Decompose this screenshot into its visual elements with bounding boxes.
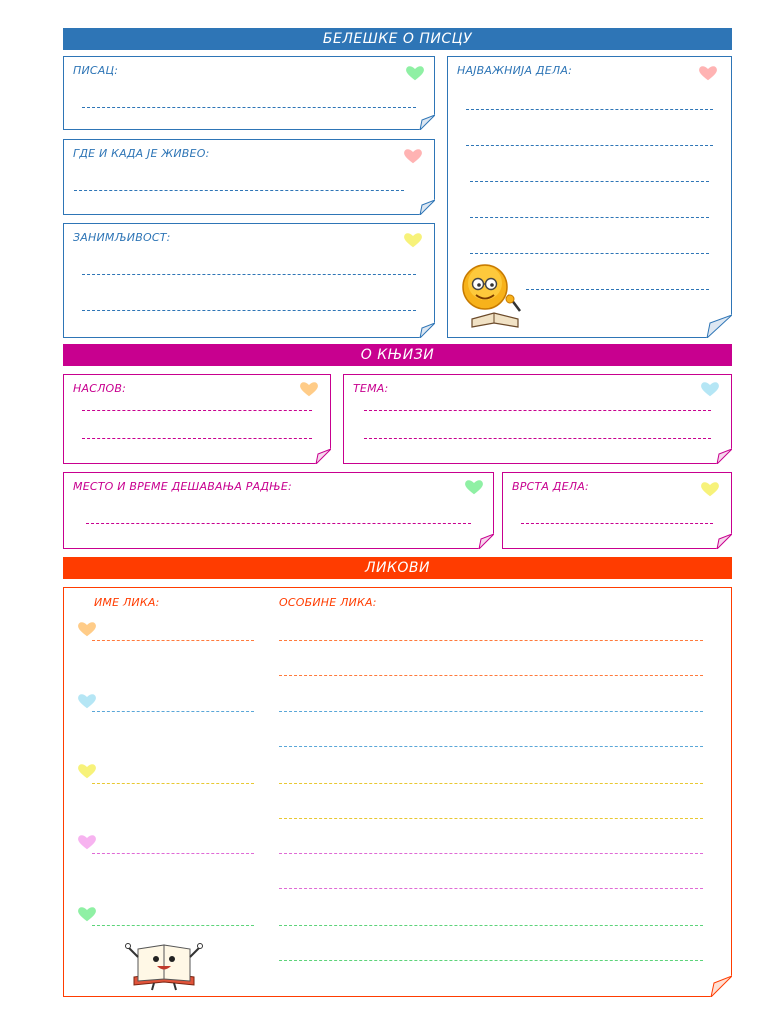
fun-facts-answer-line[interactable] (82, 310, 416, 311)
character-name-line[interactable] (92, 640, 254, 641)
fun-facts-answer-line[interactable] (82, 274, 416, 275)
characters-box (63, 587, 732, 997)
heart-icon (76, 906, 98, 922)
place-time-label: МЕСТО И ВРЕМЕ ДЕШАВАЊА РАДЊЕ: (73, 480, 292, 493)
theme-box (343, 374, 732, 464)
theme-answer-line[interactable] (364, 438, 711, 439)
book-title-answer-line[interactable] (82, 438, 312, 439)
works-answer-line[interactable] (466, 109, 713, 110)
heart-icon (402, 148, 424, 164)
character-traits-line[interactable] (279, 925, 703, 926)
heart-icon (699, 481, 721, 497)
works-box (447, 56, 732, 338)
heart-icon (463, 479, 485, 495)
works-answer-line[interactable] (470, 181, 709, 182)
heart-icon (76, 693, 98, 709)
where-when-label: ГДЕ И КАДА ЈЕ ЖИВЕО: (73, 147, 210, 160)
author-section-banner (63, 28, 732, 50)
fun-facts-label: ЗАНИМЉИВОСТ: (73, 231, 171, 244)
character-traits-line[interactable] (279, 746, 703, 747)
character-traits-line[interactable] (279, 640, 703, 641)
page-curl (419, 199, 435, 215)
genre-box (502, 472, 732, 549)
character-traits-line[interactable] (279, 783, 703, 784)
writer-answer-line[interactable] (82, 107, 416, 108)
works-answer-line[interactable] (466, 145, 713, 146)
heart-icon (697, 65, 719, 81)
character-traits-line[interactable] (279, 853, 703, 854)
heart-icon (402, 232, 424, 248)
heart-icon (76, 621, 98, 637)
character-name-line[interactable] (92, 853, 254, 854)
works-answer-line[interactable] (470, 253, 709, 254)
book-section-title: О КЊИЗИ (360, 347, 435, 363)
character-traits-line[interactable] (279, 888, 703, 889)
genre-label: ВРСТА ДЕЛА: (512, 480, 589, 493)
page-curl (419, 322, 435, 338)
page-curl (419, 114, 435, 130)
character-traits-line[interactable] (279, 675, 703, 676)
heart-icon (76, 834, 98, 850)
writer-box (63, 56, 435, 130)
heart-icon (699, 381, 721, 397)
writer-label: ПИСАЦ: (73, 64, 119, 77)
characters-section-title: ЛИКОВИ (364, 560, 431, 576)
author-section-title: БЕЛЕШКЕ О ПИСЦУ (322, 31, 473, 47)
page-curl (716, 448, 732, 464)
where-when-answer-line[interactable] (74, 190, 404, 191)
character-name-line[interactable] (92, 711, 254, 712)
page-curl (315, 448, 331, 464)
book-title-answer-line[interactable] (82, 410, 312, 411)
book-character-icon (124, 935, 204, 991)
place-time-answer-line[interactable] (86, 523, 471, 524)
character-traits-line[interactable] (279, 711, 703, 712)
book-title-label: НАСЛОВ: (73, 382, 127, 395)
theme-label: ТЕМА: (353, 382, 389, 395)
heart-icon (298, 381, 320, 397)
character-name-line[interactable] (92, 925, 254, 926)
character-traits-line[interactable] (279, 818, 703, 819)
character-traits-line[interactable] (279, 960, 703, 961)
fun-facts-box (63, 223, 435, 338)
works-answer-line[interactable] (470, 217, 709, 218)
character-name-line[interactable] (92, 783, 254, 784)
works-answer-line[interactable] (526, 289, 709, 290)
page-curl (710, 975, 732, 997)
page-curl (478, 533, 494, 549)
theme-answer-line[interactable] (364, 410, 711, 411)
place-time-box (63, 472, 494, 549)
book-section-banner (63, 344, 732, 366)
page-curl (716, 533, 732, 549)
character-name-label: ИМЕ ЛИКА: (94, 596, 160, 609)
page-curl (706, 314, 732, 338)
works-label: НАЈВАЖНИЈА ДЕЛА: (457, 64, 572, 77)
genre-answer-line[interactable] (521, 523, 713, 524)
heart-icon (76, 763, 98, 779)
character-traits-label: ОСОБИНЕ ЛИКА: (279, 596, 377, 609)
where-when-box (63, 139, 435, 215)
characters-section-banner (63, 557, 732, 579)
smiley-reading-icon (458, 261, 528, 331)
heart-icon (404, 65, 426, 81)
book-title-box (63, 374, 331, 464)
